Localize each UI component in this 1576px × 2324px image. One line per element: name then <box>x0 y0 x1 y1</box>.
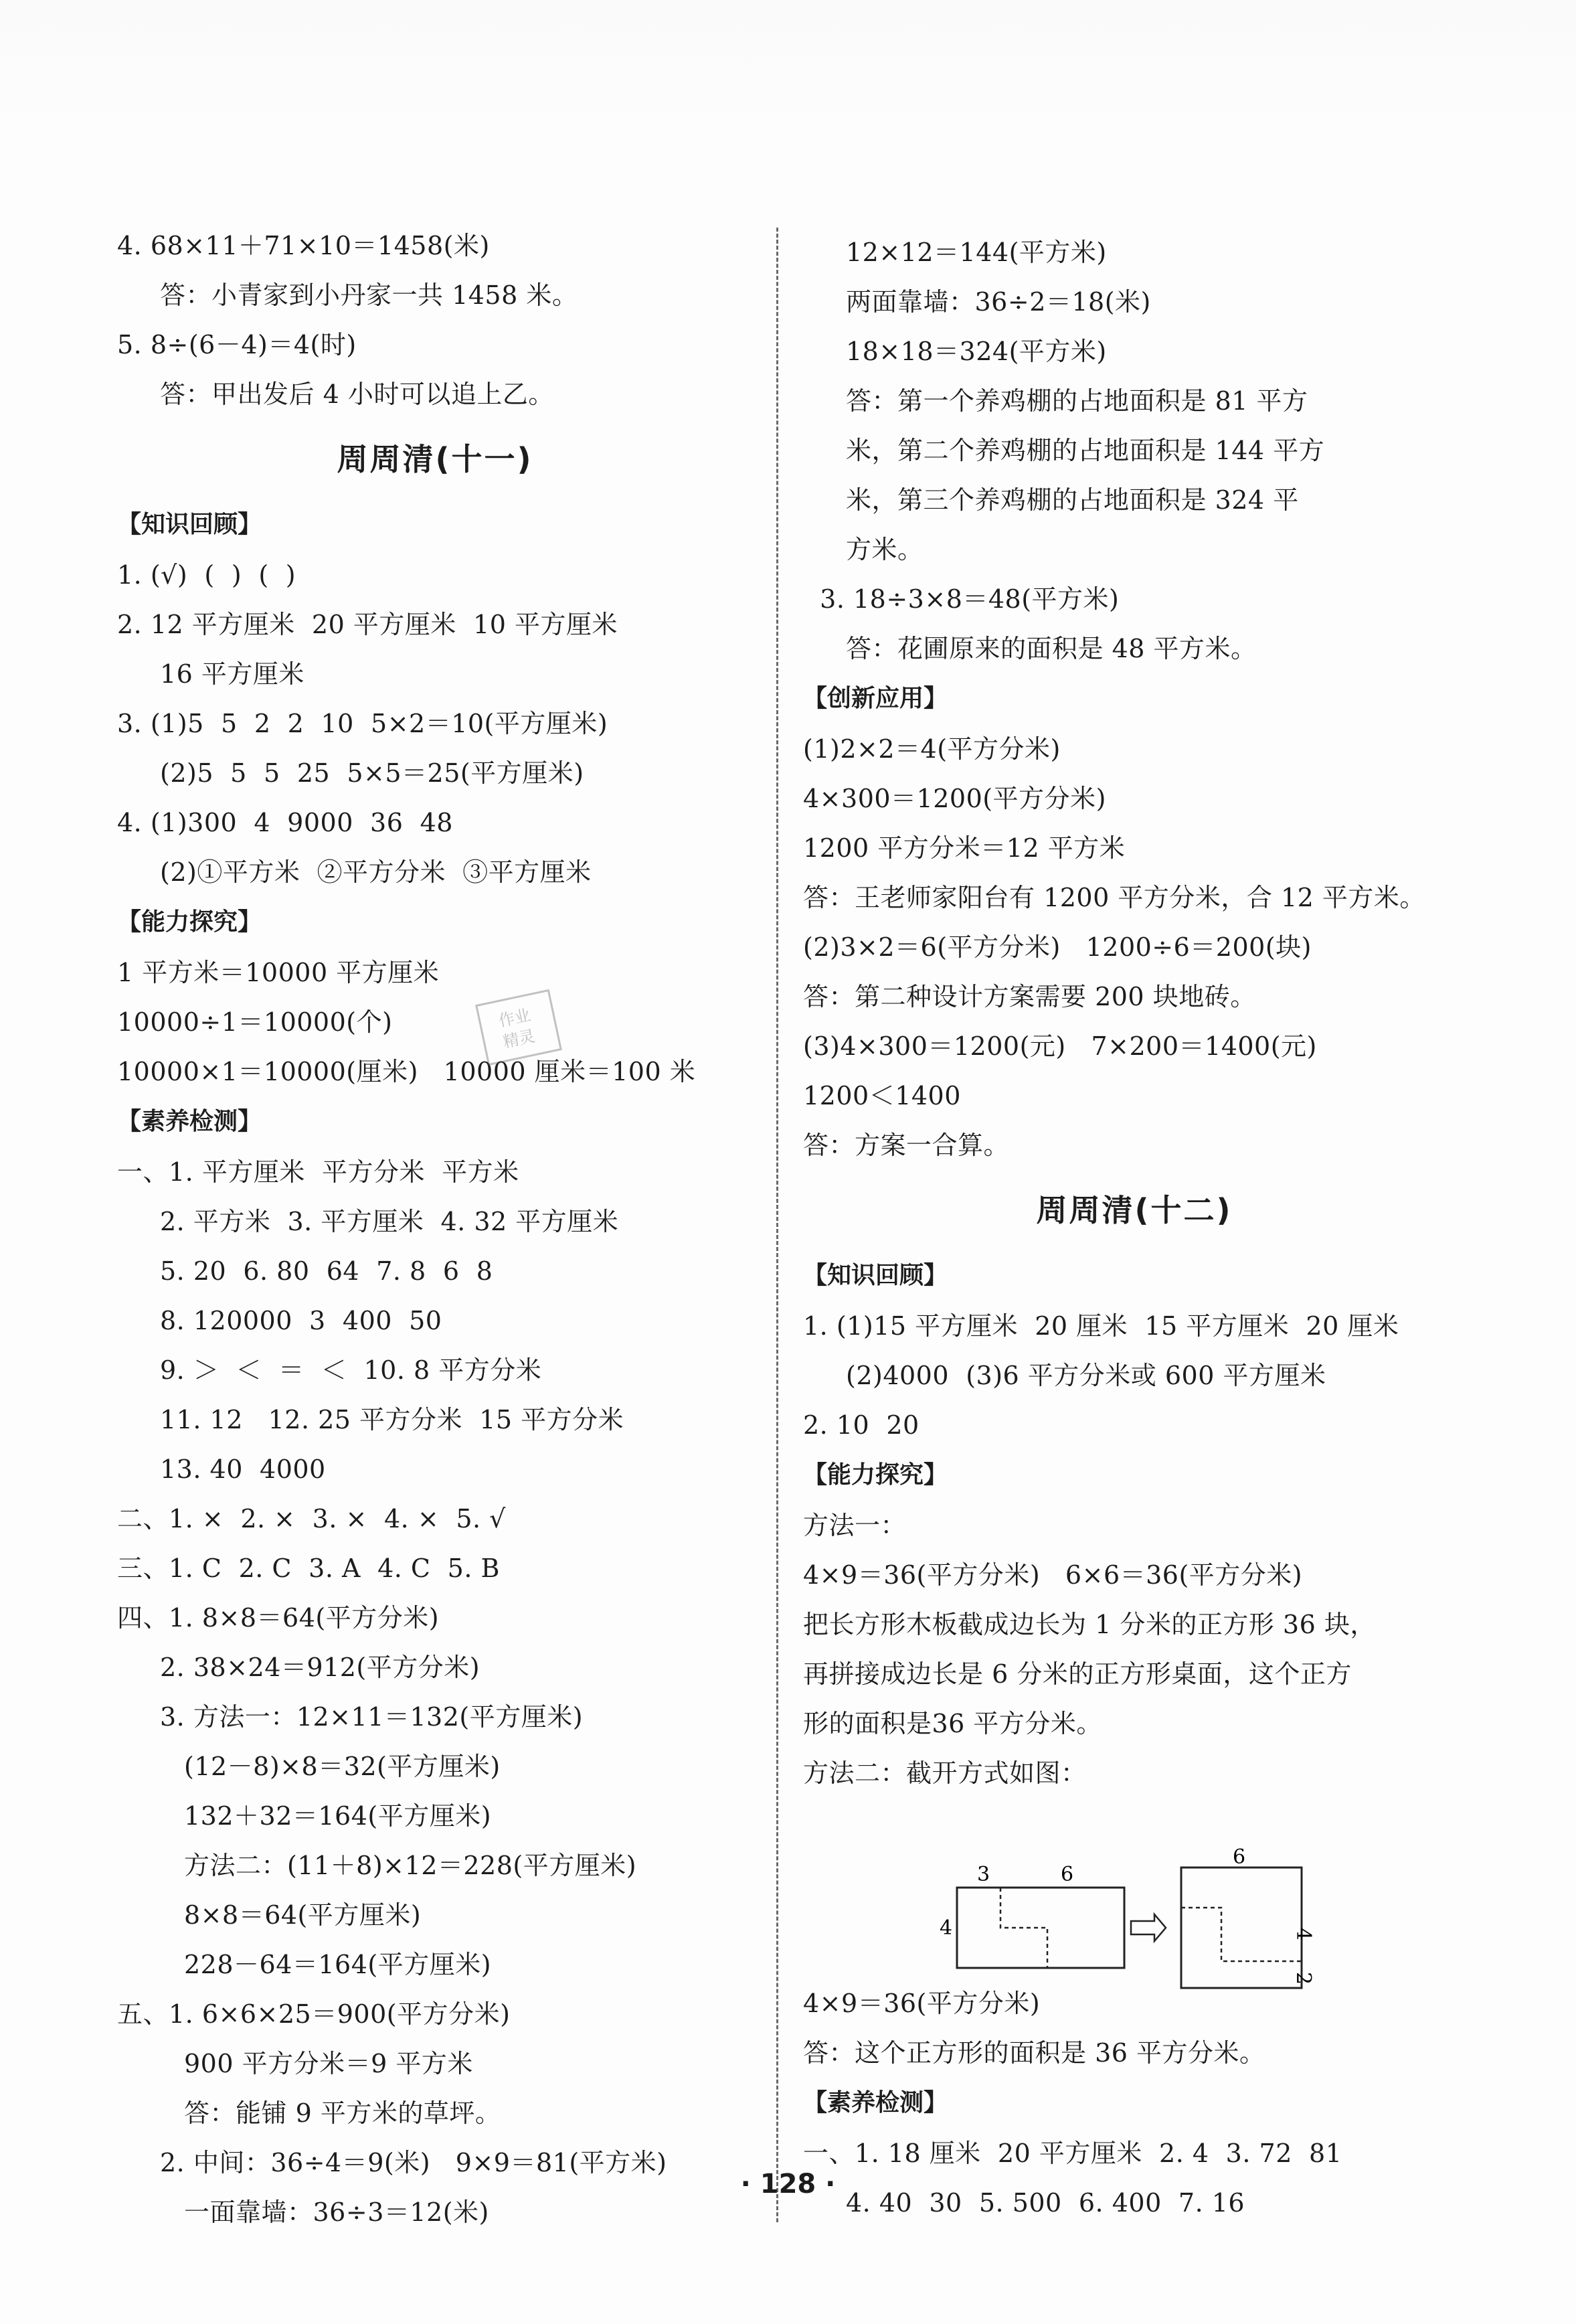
answer-line: (1)2×2＝4(平方分米) <box>803 734 1061 764</box>
answer-line: 11. 12 12. 25 平方分米 15 平方分米 <box>160 1405 624 1434</box>
column-divider <box>776 228 778 2222</box>
answer-line: 5. 20 6. 80 64 7. 8 6 8 <box>160 1256 493 1286</box>
answer-line: 一面靠墙：36÷3＝12(米) <box>184 2197 489 2227</box>
subsection-title: 【能力探究】 <box>117 908 262 936</box>
answer-line: 三、1. C 2. C 3. A 4. C 5. B <box>117 1554 500 1583</box>
subsection-title: 【知识回顾】 <box>803 1262 948 1289</box>
answer-line: 二、1. × 2. × 3. × 4. × 5. √ <box>117 1504 506 1533</box>
answer-line: 1200＜1400 <box>803 1081 961 1110</box>
figure-label-3: 3 <box>977 1863 990 1886</box>
answer-line: 1200 平方分米＝12 平方米 <box>803 833 1126 863</box>
answer-line: 132＋32＝164(平方厘米) <box>184 1801 492 1831</box>
answer-line: (12－8)×8＝32(平方厘米) <box>184 1752 501 1781</box>
answer-line: 形的面积是36 平方分米。 <box>803 1709 1102 1738</box>
answer-line: 10000÷1＝10000(个) <box>117 1007 393 1037</box>
answer-line: 4×9＝36(平方分米) <box>803 1989 1041 2018</box>
answer-line: 4×300＝1200(平方分米) <box>803 784 1106 813</box>
answer-line: 方法一： <box>803 1511 907 1540</box>
answer-line: (2)4000 (3)6 平方分米或 600 平方厘米 <box>846 1361 1326 1390</box>
answer-line: (2)3×2＝6(平方分米) 1200÷6＝200(块) <box>803 932 1312 962</box>
answer-line: 答：花圃原来的面积是 48 平方米。 <box>846 634 1257 663</box>
answer-line: 4. 40 30 5. 500 6. 400 7. 16 <box>846 2188 1245 2218</box>
subsection-title: 【创新应用】 <box>803 685 948 712</box>
answer-line: 2. 38×24＝912(平方分米) <box>160 1653 480 1682</box>
answer-line: 答：这个正方形的面积是 36 平方分米。 <box>803 2038 1265 2068</box>
answer-line: 米，第三个养鸡棚的占地面积是 324 平 <box>846 485 1299 515</box>
figure-label-6b: 6 <box>1233 1845 1246 1869</box>
answer-line: 13. 40 4000 <box>160 1455 326 1484</box>
answer-line: 2. 平方米 3. 平方厘米 4. 32 平方厘米 <box>160 1207 619 1236</box>
answer-line: 4. 68×11＋71×10＝1458(米) <box>117 231 490 260</box>
answer-line: 4×9＝36(平方分米) 6×6＝36(平方分米) <box>803 1560 1303 1590</box>
answer-line: 228－64＝164(平方厘米) <box>184 1950 492 1979</box>
answer-line: 方米。 <box>846 535 924 564</box>
stamp-text-1: 作业 <box>497 1005 533 1031</box>
answer-line: 2. 中间：36÷4＝9(米) 9×9＝81(平方米) <box>160 2148 667 2177</box>
answer-line: 2. 10 20 <box>803 1410 920 1440</box>
square-table <box>1181 1868 1302 1988</box>
answer-line: 五、1. 6×6×25＝900(平方分米) <box>117 1999 511 2029</box>
answer-line: 四、1. 8×8＝64(平方分米) <box>117 1603 440 1633</box>
answer-line: 900 平方分米＝9 平方米 <box>184 2049 473 2078</box>
figure-label-4a: 4 <box>940 1916 953 1940</box>
answer-line: 10000×1＝10000(厘米) 10000 厘米＝100 米 <box>117 1057 696 1086</box>
answer-line: (2)①平方米 ②平方分米 ③平方厘米 <box>160 857 592 887</box>
cut-diagram-figure <box>930 1845 1315 2015</box>
answer-line: 两面靠墙：36÷2＝18(米) <box>846 287 1151 317</box>
answer-line: 答：王老师家阳台有 1200 平方分米，合 12 平方米。 <box>803 883 1425 912</box>
section-heading: 周周清(十一) <box>337 441 533 477</box>
answer-line: 2. 12 平方厘米 20 平方厘米 10 平方厘米 <box>117 610 618 639</box>
answer-line: 8. 120000 3 400 50 <box>160 1306 442 1335</box>
answer-line: 答：方案一合算。 <box>803 1131 1010 1160</box>
subsection-title: 【素养检测】 <box>803 2089 948 2116</box>
answer-line: 米，第二个养鸡棚的占地面积是 144 平方 <box>846 436 1325 465</box>
answer-line: 1. (√) ( ) ( ) <box>117 560 296 590</box>
answer-line: 8×8＝64(平方厘米) <box>184 1900 422 1930</box>
answer-line: 5. 8÷(6－4)＝4(时) <box>117 330 357 359</box>
subsection-title: 【知识回顾】 <box>117 511 262 538</box>
answer-line: 答：第一个养鸡棚的占地面积是 81 平方 <box>846 386 1308 416</box>
answer-line: 答：小青家到小丹家一共 1458 米。 <box>160 280 578 310</box>
subsection-title: 【能力探究】 <box>803 1461 948 1489</box>
answer-line: 1. (1)15 平方厘米 20 厘米 15 平方厘米 20 厘米 <box>803 1311 1399 1341</box>
answer-line: 一、1. 18 厘米 20 平方厘米 2. 4 3. 72 81 <box>803 2139 1342 2168</box>
left-column <box>117 221 753 2237</box>
page-top-shade <box>0 0 1576 134</box>
rectangle-board <box>957 1888 1124 1968</box>
stamp-text-2: 精灵 <box>501 1026 537 1052</box>
answer-line: 答：第二种设计方案需要 200 块地砖。 <box>803 982 1256 1011</box>
answer-line: 方法二：截开方式如图： <box>803 1758 1087 1788</box>
arrow-icon <box>1131 1914 1166 1941</box>
answer-line: 9. ＞ ＜ ＝ ＜ 10. 8 平方分米 <box>160 1355 542 1385</box>
answer-line: 把长方形木板截成边长为 1 分米的正方形 36 块， <box>803 1610 1376 1639</box>
answer-line: (2)5 5 5 25 5×5＝25(平方厘米) <box>160 758 584 788</box>
answer-line: 12×12＝144(平方米) <box>846 238 1107 267</box>
answer-line: 一、1. 平方厘米 平方分米 平方米 <box>117 1157 519 1187</box>
answer-line: (3)4×300＝1200(元) 7×200＝1400(元) <box>803 1031 1317 1061</box>
answer-line: 4. (1)300 4 9000 36 48 <box>117 808 453 837</box>
answer-line: 3. 18÷3×8＝48(平方米) <box>803 584 1120 614</box>
figure-label-2: 2 <box>1292 1972 1315 1985</box>
figure-label-6a: 6 <box>1061 1863 1074 1886</box>
page-number: · 128 · <box>740 2169 836 2200</box>
figure-label-4b: 4 <box>1292 1928 1315 1941</box>
answer-line: 答：能铺 9 平方米的草坪。 <box>184 2098 501 2128</box>
answer-line: 3. (1)5 5 2 2 10 5×2＝10(平方厘米) <box>117 709 608 738</box>
answer-line: 16 平方厘米 <box>160 659 304 689</box>
answer-line: 答：甲出发后 4 小时可以追上乙。 <box>160 380 554 409</box>
answer-line: 1 平方米＝10000 平方厘米 <box>117 958 440 987</box>
answer-line: 再拼接成边长是 6 分米的正方形桌面，这个正方 <box>803 1659 1352 1689</box>
subsection-title: 【素养检测】 <box>117 1108 262 1135</box>
answer-line: 3. 方法一：12×11＝132(平方厘米) <box>160 1702 584 1732</box>
answer-line: 18×18＝324(平方米) <box>846 337 1107 366</box>
answer-line: 方法二：(11＋8)×12＝228(平方厘米) <box>184 1851 637 1880</box>
section-heading: 周周清(十二) <box>1036 1192 1233 1228</box>
